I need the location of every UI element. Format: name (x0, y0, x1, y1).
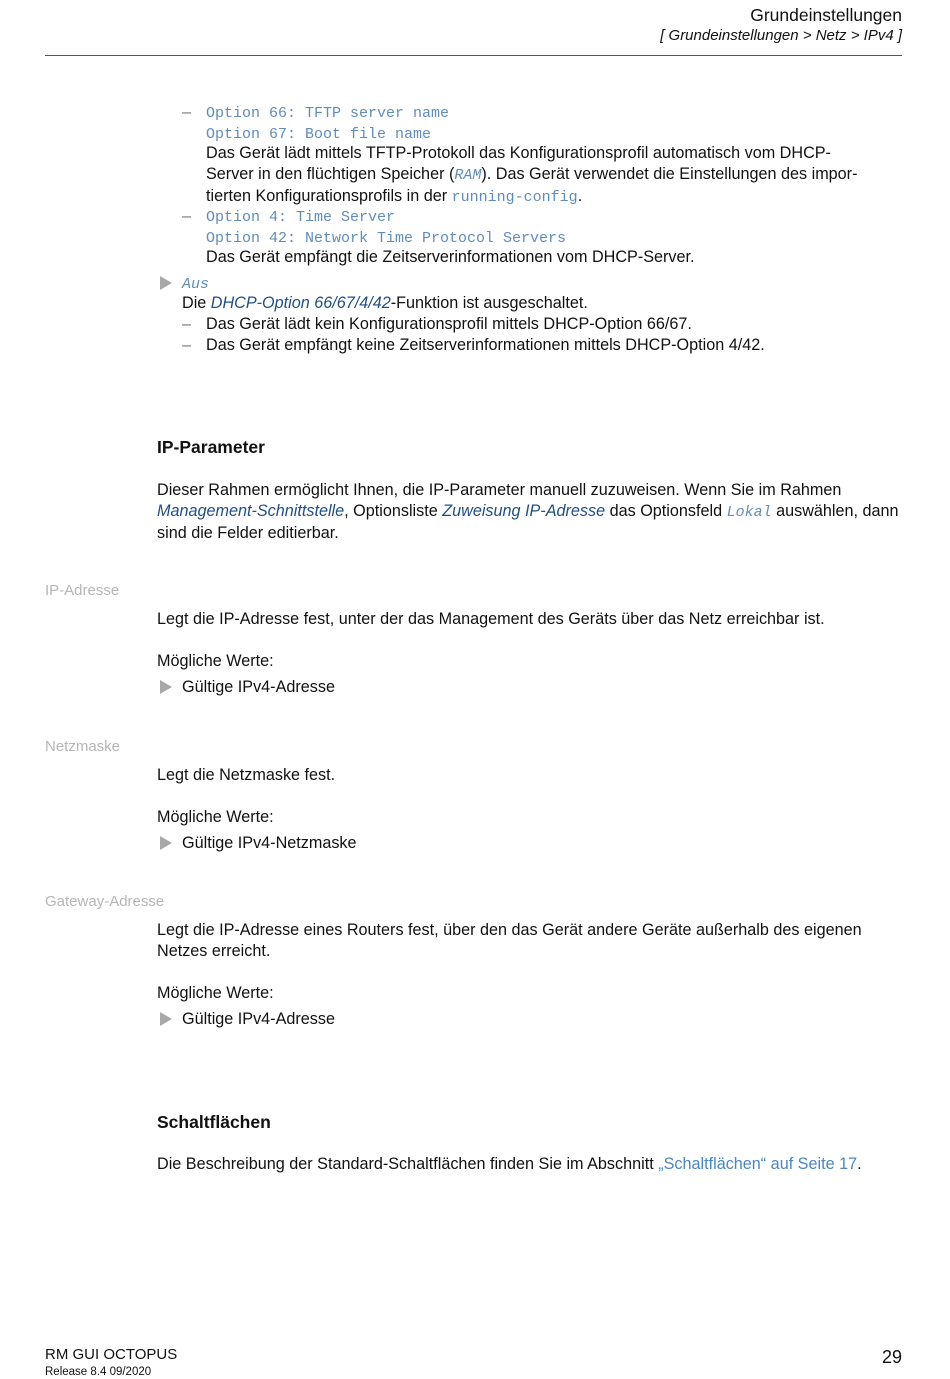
aus-detail-1: Das Gerät lädt kein Konfigurationsprofil mittels DHCP-Option 66/67. (206, 315, 692, 333)
gateway-address-values-title: Mögliche Werte: (157, 984, 274, 1002)
aus-detail-2: Das Gerät empfängt keine Zeitserverinformationen mittels DHCP-Option 4/42. (206, 336, 765, 354)
list-dash: – (182, 315, 192, 333)
time-server-text: Das Gerät empfängt die Zeitserverinformationen vom DHCP-Server. (206, 248, 695, 266)
header-title: Grundeinstellungen (750, 5, 902, 25)
ip-parameter-intro: Dieser Rahmen ermöglicht Ihnen, die IP-Parameter manuell zuzuweisen. Wenn Sie im Rahmen Management-Schnittstelle, Optionsliste Zuweisung IP-Adresse das Optionsfeld Lokal auswählen, dann sind die Felder editierbar. (157, 481, 899, 542)
option-42-text: Option 42: Network Time Protocol Servers (206, 230, 567, 247)
header-breadcrumb: [ Grundeinstellungen > Netz > IPv4 ] (660, 27, 902, 44)
bullet-triangle-icon (160, 836, 172, 850)
footer-release: Release 8.4 09/2020 (45, 1366, 152, 1378)
bullet-triangle-icon (160, 680, 172, 694)
buttons-section-text: Die Beschreibung der Standard-Schaltflächen finden Sie im Abschnitt „Schaltflächen“ auf Seite 17. (157, 1155, 862, 1173)
gateway-address-description: Legt die IP-Adresse eines Routers fest, über den das Gerät andere Geräte außerhalb des eigenen Netzes erreicht. (157, 921, 862, 960)
dhcp-option-gui-term: DHCP-Option 66/67/4/42 (210, 294, 391, 312)
buttons-section-heading: Schaltflächen (157, 1112, 271, 1132)
footer-product: RM GUI OCTOPUS (45, 1346, 178, 1363)
list-dash: – (182, 103, 192, 121)
running-header (660, 4, 902, 46)
page-number: 29 (881, 1347, 902, 1367)
running-config-term: running-config (451, 189, 578, 206)
aus-value: Aus (182, 276, 210, 293)
option-4-text: Option 4: Time Server (206, 209, 396, 226)
gateway-address-value: Gültige IPv4-Adresse (182, 1010, 335, 1028)
management-interface-gui-term: Management-Schnittstelle (157, 502, 345, 520)
option-67-text: Option 67: Boot file name (206, 126, 432, 143)
netmask-description: Legt die Netzmaske fest. (157, 766, 336, 784)
netmask-label: Netzmaske (45, 738, 121, 755)
ip-address-value: Gültige IPv4-Adresse (182, 678, 335, 696)
lokal-term: Lokal (726, 504, 772, 521)
header-rule (45, 55, 902, 56)
ip-assignment-gui-term: Zuweisung IP-Adresse (442, 502, 606, 520)
option-66-text: Option 66: TFTP server name (206, 105, 450, 122)
ip-address-label: IP-Adresse (45, 582, 120, 599)
ip-parameter-heading: IP-Parameter (157, 437, 265, 457)
netmask-value: Gültige IPv4-Netzmaske (182, 834, 357, 852)
gateway-address-label: Gateway-Adresse (45, 893, 165, 910)
buttons-page-link[interactable]: „Schaltflächen“ auf Seite 17 (658, 1155, 858, 1173)
ip-address-values-title: Mögliche Werte: (157, 652, 274, 670)
netmask-values-title: Mögliche Werte: (157, 808, 274, 826)
list-dash: – (182, 336, 192, 354)
tftp-paragraph: Das Gerät lädt mittels TFTP-Protokoll das Konfigurationsprofil automatisch vom DHCP- Server in den flüchtigen Speicher (RAM). Das Gerät verwendet die Einstellungen des impor- tierten Konfigurationsprofils in der running-config. (206, 144, 858, 206)
ip-address-description: Legt die IP-Adresse fest, unter der das Management des Geräts über das Netz erreichbar ist. (157, 610, 825, 628)
aus-description: Die DHCP-Option 66/67/4/42-Funktion ist ausgeschaltet. (182, 294, 588, 312)
ram-term: RAM (454, 167, 482, 184)
list-dash: – (182, 207, 192, 225)
bullet-triangle-icon (160, 276, 172, 290)
bullet-triangle-icon (160, 1012, 172, 1026)
